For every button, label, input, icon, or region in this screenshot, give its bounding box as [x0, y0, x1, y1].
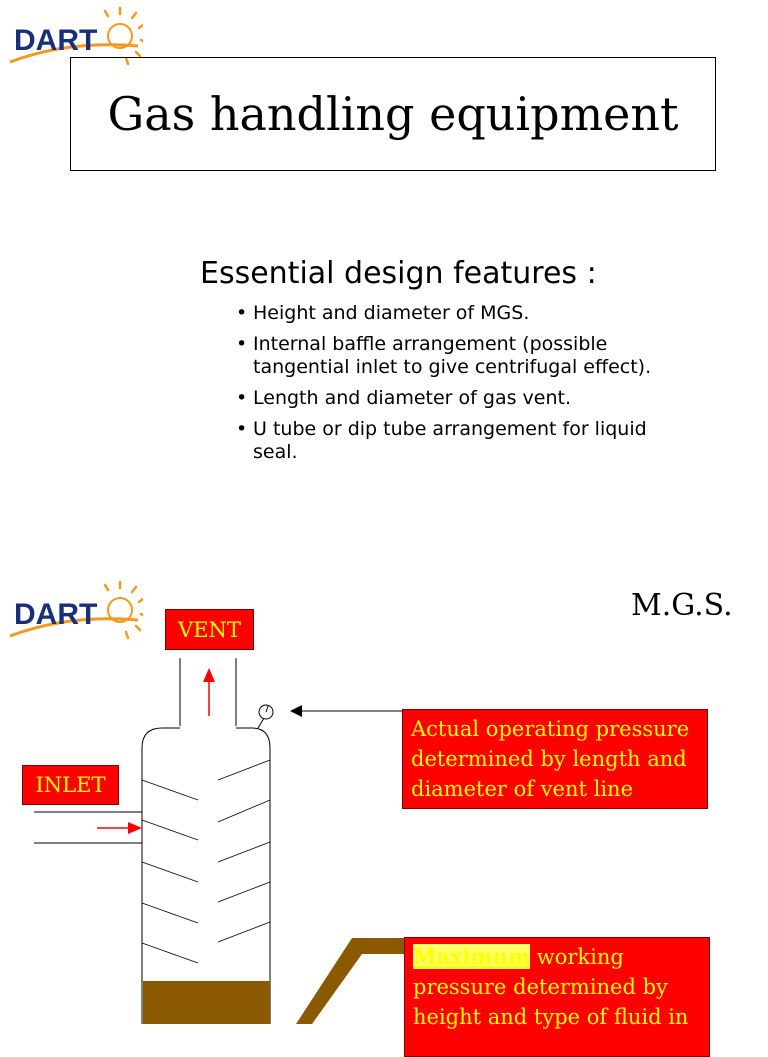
internal-baffles	[142, 760, 270, 963]
bullet-icon: •	[236, 333, 248, 355]
list-item-text: U tube or dip tube arrangement for liquid seal.	[253, 418, 647, 463]
liquid-seal-leg	[296, 938, 404, 1024]
slide-title: Gas handling equipment	[70, 57, 716, 171]
list-item-text: Length and diameter of gas vent.	[253, 387, 571, 409]
maximum-pressure-note	[404, 937, 710, 1057]
arrow-up-icon	[203, 668, 215, 682]
highlighted-word: Maximum	[413, 944, 531, 969]
vent-label: VENT	[165, 609, 254, 650]
liquid-seal	[143, 981, 270, 1024]
section-heading: Essential design features :	[200, 256, 597, 291]
operating-pressure-note: Actual operating pressure determined by length and diameter of vent line	[402, 709, 708, 809]
list-item-text: Internal baffle arrangement (possible tangential inlet to give centrifugal effect).	[253, 333, 652, 378]
arrow-right-icon	[128, 822, 142, 834]
logo-text: DART	[14, 24, 98, 57]
bullet-icon: •	[236, 418, 248, 440]
bullet-icon: •	[236, 302, 248, 324]
bullet-icon: •	[236, 387, 248, 409]
diagram-title: M.G.S.	[631, 588, 733, 623]
arrow-left-icon	[290, 705, 302, 717]
list-item-text: Height and diameter of MGS.	[253, 302, 530, 324]
vessel-shell	[142, 728, 270, 1024]
note-text: working pressure determined by height and type of fluid in	[413, 945, 689, 1029]
logo-text: DART	[14, 598, 98, 631]
inlet-label: INLET	[22, 765, 119, 805]
gauge-stem	[258, 718, 264, 728]
